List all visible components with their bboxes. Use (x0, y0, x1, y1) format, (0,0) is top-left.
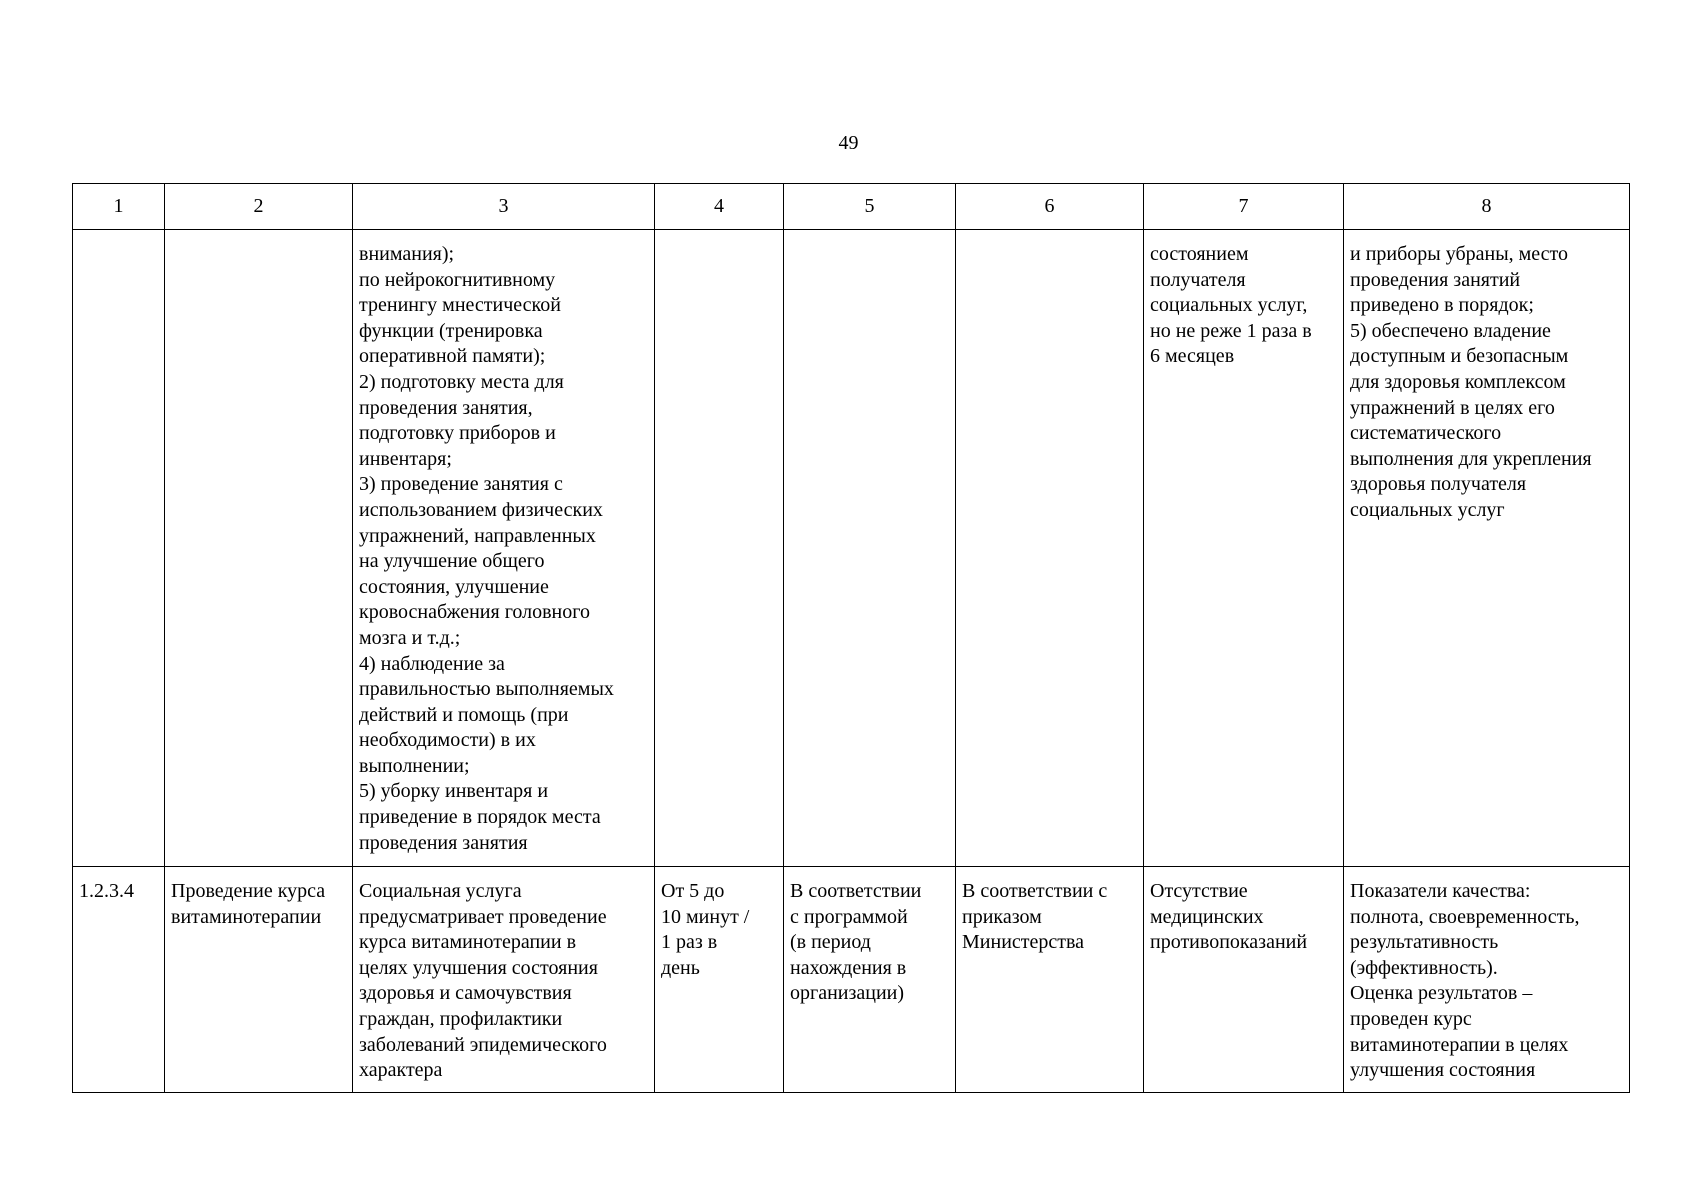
cell-text-line: инвентаря; (359, 447, 452, 470)
cell-text-line: оперативной памяти); (359, 345, 546, 368)
cell-text-line: получателя (1150, 268, 1246, 291)
cell-text-line: систематического (1350, 422, 1502, 445)
cell-text-line: выполнения для укрепления (1350, 447, 1592, 470)
cell-text-line: мозга и т.д.; (359, 626, 461, 649)
cell-text-line: для здоровья комплексом (1350, 370, 1566, 393)
cell-service-name (165, 230, 353, 867)
cell-text-line: 2) подготовку места для (359, 370, 564, 393)
header-col-1: 1 (73, 184, 165, 230)
cell-text-line: улучшения состояния (1350, 1059, 1536, 1082)
header-col-7: 7 (1144, 184, 1344, 230)
cell-text-line: (в период (790, 931, 871, 954)
cell-text-line: тренингу мнестической (359, 294, 561, 317)
cell-description (353, 230, 655, 867)
cell-text-line: Отсутствие (1150, 880, 1248, 902)
cell-number (73, 867, 165, 1093)
cell-duration (655, 230, 784, 867)
cell-number (73, 230, 165, 867)
cell-text-line: результативность (1350, 931, 1499, 954)
cell-duration (655, 867, 784, 1093)
cell-text-line: заболеваний эпидемического (359, 1033, 607, 1056)
services-table (72, 183, 1630, 1093)
header-col-8: 8 (1344, 184, 1630, 230)
cell-text-line: Оценка результатов – (1350, 982, 1533, 1005)
cell-text-line: приведено в порядок; (1350, 294, 1534, 317)
cell-text-line: 5) уборку инвентаря и (359, 780, 549, 803)
header-col-4: 4 (655, 184, 784, 230)
cell-text-line: целях улучшения состояния (359, 956, 598, 979)
cell-text-line: проведен курс (1350, 1007, 1472, 1030)
cell-text-line: приказом (962, 905, 1042, 928)
cell-text-line: нахождения в (790, 956, 907, 979)
cell-text-line: Проведение курса (171, 880, 326, 902)
cell-standard (956, 867, 1144, 1093)
cell-text-line: социальных услуг, (1150, 294, 1308, 317)
cell-text-line: граждан, профилактики (359, 1007, 563, 1030)
cell-text-line: действий и помощь (при (359, 703, 569, 726)
cell-conditions (784, 230, 956, 867)
cell-quality-indicators (1344, 230, 1630, 867)
cell-text-line: 5) обеспечено владение (1350, 319, 1551, 342)
cell-frequency (1144, 867, 1344, 1093)
cell-text-line: по нейрокогнитивному (359, 268, 556, 291)
cell-conditions (784, 867, 956, 1093)
page-number: 49 (838, 132, 859, 154)
cell-text-line: От 5 до (661, 880, 725, 902)
cell-text-line: проведения занятия (359, 831, 528, 854)
table-row (73, 867, 1630, 1093)
cell-text-line: с программой (790, 905, 908, 928)
cell-text-line: 10 минут / (661, 905, 750, 928)
cell-text-line: день (661, 956, 700, 979)
header-col-5: 5 (784, 184, 956, 230)
cell-text-line: характера (359, 1059, 443, 1082)
cell-text-line: упражнений в целях его (1350, 396, 1555, 419)
cell-service-name (165, 867, 353, 1093)
cell-frequency (1144, 230, 1344, 867)
cell-text-line: подготовку приборов и (359, 422, 556, 445)
cell-text-line: (эффективность). (1350, 956, 1498, 979)
cell-text-line: организации) (790, 982, 905, 1005)
cell-text-line: противопоказаний (1150, 931, 1308, 954)
cell-text-line: правильностью выполняемых (359, 678, 614, 701)
cell-text-line: курса витаминотерапии в (359, 931, 577, 954)
cell-text-line: кровоснабжения головного (359, 601, 590, 624)
cell-text-line: В соответствии с (962, 880, 1108, 902)
cell-text-line: состояния, улучшение (359, 575, 549, 598)
cell-text-line: здоровья получателя (1350, 473, 1527, 496)
cell-text-line: состоянием (1150, 243, 1249, 265)
header-col-3: 3 (353, 184, 655, 230)
cell-text-line: проведения занятий (1350, 268, 1521, 291)
cell-text-line: здоровья и самочувствия (359, 982, 572, 1005)
cell-quality-indicators (1344, 867, 1630, 1093)
cell-text-line: В соответствии (790, 880, 922, 902)
continued-row (73, 230, 1630, 867)
cell-text-line: выполнении; (359, 754, 470, 777)
header-row (73, 184, 1630, 230)
cell-description (353, 867, 655, 1093)
cell-text-line: и приборы убраны, место (1350, 243, 1569, 265)
cell-text-line: Показатели качества: (1350, 880, 1531, 902)
cell-text-line: Министерства (962, 931, 1085, 954)
cell-text-line: Социальная услуга (359, 880, 522, 902)
cell-text-line: приведение в порядок места (359, 806, 601, 829)
header-col-6: 6 (956, 184, 1144, 230)
cell-text-line: необходимости) в их (359, 729, 536, 752)
cell-text-line: витаминотерапии (171, 905, 322, 928)
cell-text-line: социальных услуг (1350, 498, 1505, 521)
cell-text-line: проведения занятия, (359, 396, 533, 419)
cell-standard (956, 230, 1144, 867)
cell-text-line: функции (тренировка (359, 319, 543, 342)
cell-text-line: медицинских (1150, 905, 1264, 928)
cell-text-line: предусматривает проведение (359, 905, 607, 928)
cell-text-line: 1.2.3.4 (79, 880, 134, 902)
cell-text-line: внимания); (359, 243, 455, 265)
cell-text-line: доступным и безопасным (1350, 345, 1569, 368)
cell-text-line: витаминотерапии в целях (1350, 1033, 1569, 1056)
cell-text-line: упражнений, направленных (359, 524, 596, 547)
cell-text-line: на улучшение общего (359, 550, 545, 573)
cell-text-line: но не реже 1 раза в (1150, 319, 1312, 342)
cell-text-line: полнота, своевременность, (1350, 905, 1580, 928)
cell-text-line: 1 раз в (661, 931, 718, 954)
cell-text-line: 6 месяцев (1150, 345, 1235, 368)
cell-text-line: 3) проведение занятия с (359, 473, 563, 496)
header-col-2: 2 (165, 184, 353, 230)
cell-text-line: 4) наблюдение за (359, 652, 505, 675)
cell-text-line: использованием физических (359, 498, 603, 521)
